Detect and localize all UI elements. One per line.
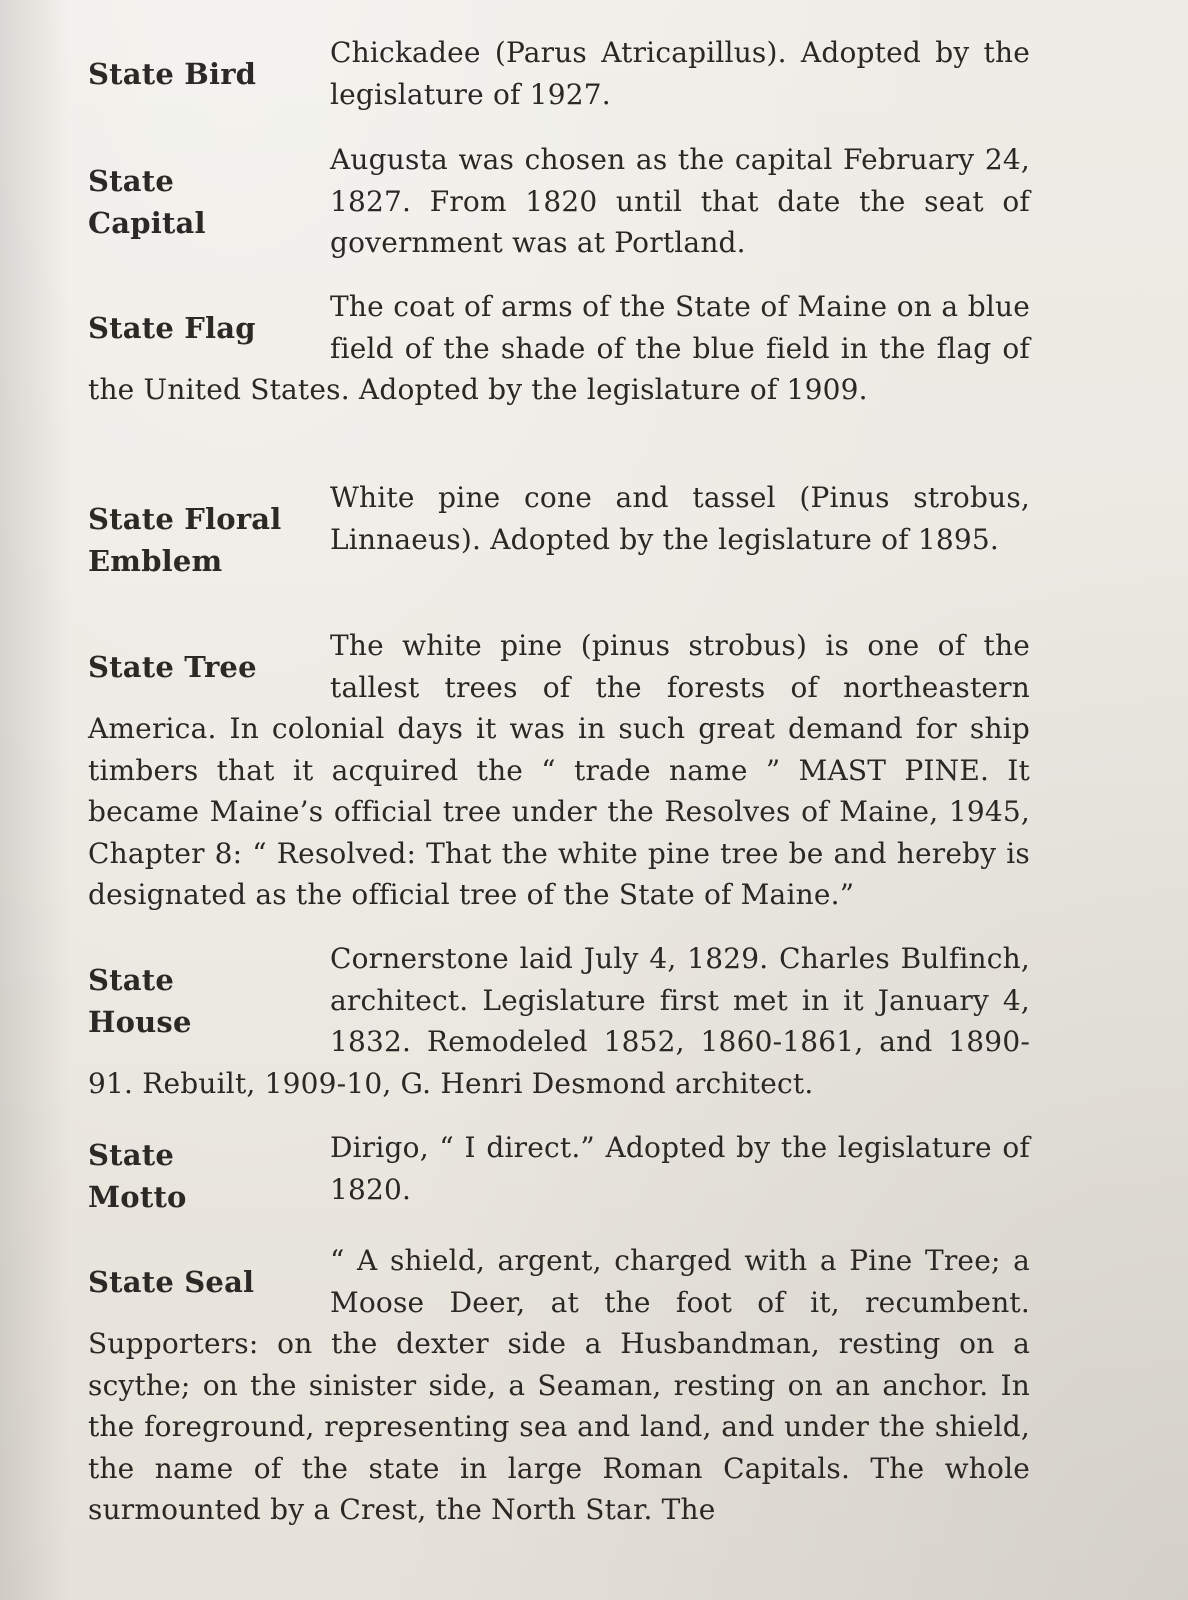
entry-label <box>88 161 206 244</box>
entry-text: Cornerstone laid July 4, 1829. Charles Bulfinch, architect. Legislature first met in it January 4, 1832. Remodeled 1852, 1860-1861, and 1890-91. Rebuilt, 1909-10, G. Henri Desmond architect. <box>88 942 1030 1100</box>
entry-text: The white pine (pinus strobus) is one of the tallest trees of the forests of northeastern America. In colonial days it was in such great demand for ship timbers that it acquired the “ trade name ” MAST PINE. It became Maine’s official tree under the Resolves of Maine, 1945, Chapter 8: “ Resolved: That the white pine tree be and hereby is designated as the official tree of the State of Maine.” <box>88 629 1030 911</box>
entry-label <box>88 1135 187 1218</box>
entry-text: “ A shield, argent, charged with a Pine Tree; a Moose Deer, at the foot of it, recumbent. Supporters: on the dexter side a Husbandman, resting on a scythe; on the sinister side, a Seaman, resting on an anchor. In the foreground, representing sea and land, and under the shield, the name of the state in large Roman Capitals. The whole surmounted by a Crest, the North Star. The <box>88 1244 1030 1526</box>
label-line: State Bird <box>88 57 257 91</box>
label-line: State <box>88 164 174 198</box>
entry-text: Dirigo, “ I direct.” Adopted by the legislature of 1820. <box>330 1131 1030 1206</box>
entry-label <box>88 308 256 350</box>
entry-text: The coat of arms of the State of Maine on a blue field of the shade of the blue field in the flag of the United States. Adopted by the legislature of 1909. <box>88 290 1030 406</box>
label-line: House <box>88 1004 192 1039</box>
label-line: State Flag <box>88 311 256 345</box>
entry-state-floral-emblem <box>88 477 1030 578</box>
label-line: Motto <box>88 1179 187 1214</box>
entry-label <box>88 1262 254 1304</box>
entry-state-capital <box>88 139 1030 264</box>
label-line: State <box>88 963 174 997</box>
label-line: Capital <box>88 205 206 240</box>
entry-state-house <box>88 938 1030 1104</box>
entry-label <box>88 499 282 582</box>
label-line: State Floral <box>88 502 282 536</box>
entry-text: White pine cone and tassel (Pinus strobus, Linnaeus). Adopted by the legislature of 1895. <box>330 481 1030 556</box>
entry-label <box>88 647 257 689</box>
entry-text: Augusta was chosen as the capital February 24, 1827. From 1820 until that date the seat of government was at Portland. <box>330 143 1030 259</box>
entry-label <box>88 960 192 1043</box>
label-line: State Seal <box>88 1265 255 1299</box>
entry-label <box>88 54 256 96</box>
label-line: State Tree <box>88 650 257 684</box>
label-line: State <box>88 1138 174 1172</box>
entry-state-bird <box>88 32 1030 115</box>
entry-state-tree <box>88 625 1030 916</box>
entry-state-motto <box>88 1127 1030 1214</box>
entry-text: Chickadee (Parus Atricapillus). Adopted by the legislature of 1927. <box>330 36 1030 111</box>
entry-state-flag <box>88 286 1030 411</box>
entry-state-seal <box>88 1240 1030 1531</box>
page-gutter-shadow <box>0 0 70 1600</box>
label-line: Emblem <box>88 543 223 578</box>
